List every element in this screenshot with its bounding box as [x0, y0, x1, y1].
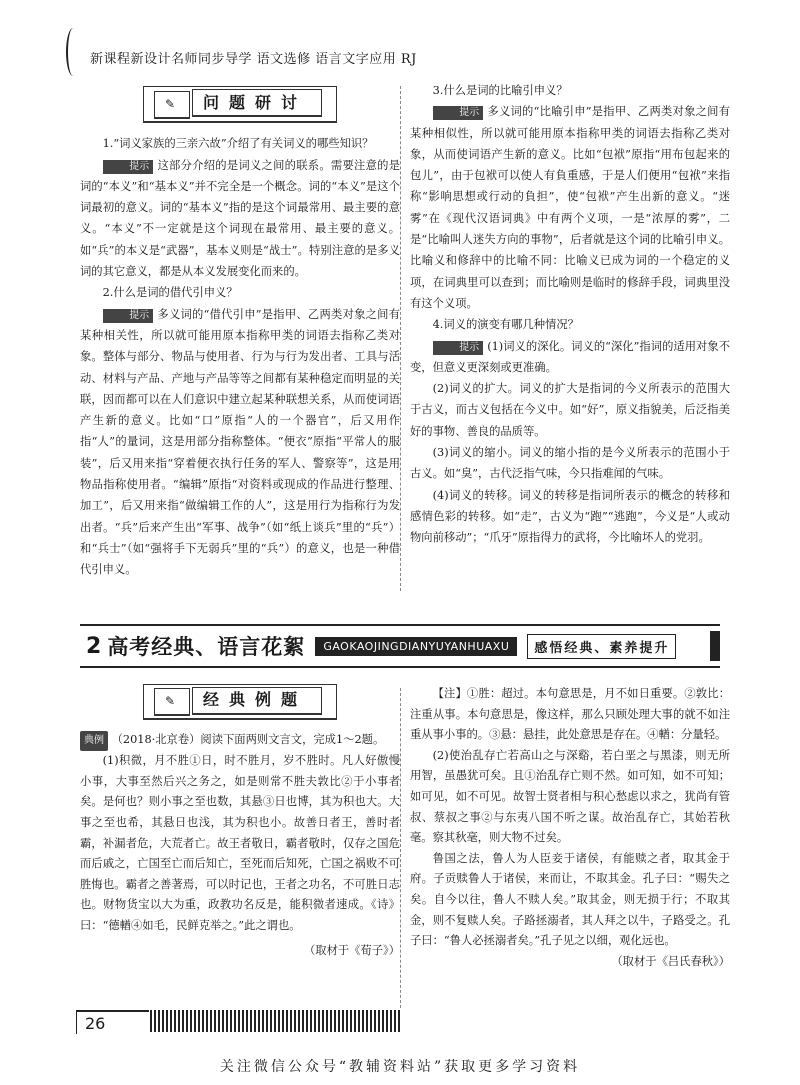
answer-4-2: (2)词义的扩大。词义的扩大是指词的今义所表示的范围大于古义，而古义包括在今义中。如“好”，原义指貌美，后泛指美好的事物、善良的品质等。 [410, 382, 730, 438]
passage-1: (1)积微，月不胜①日，时不胜月，岁不胜时。凡人好傲慢小事，大事至然后兴之务之，如是则常不胜夫敦比②于小事者矣。是何也？则小事之至也数，其悬③日也博，其为积也大。大事之至也希，其悬日也浅，其为积也小。故善日者王，善时者霸，补漏者危，大荒者亡。故王者敬日，霸者敬时，仅存之国危而后戚之，亡国至亡而后知亡，至死而后知死，亡国之祸败不可胜悔也。霸者之善著焉，可以时记也，王者之功名，不可胜日志也。财物货宝以大为重，政教功名反是，能积微者速成。《诗》曰：“德輶④如毛，民鲜克举之。”此之谓也。 [80, 754, 400, 932]
answer-2: 提示 多义词的“借代引申”是指甲、乙两类对象之间有某种相关性，所以就可能用原本指称甲类的词语去指称乙类对象。整体与部分、物品与使用者、行为与行为发出者、工具与活动、材料与产品、产地与产品等等之间都有某种稳定而明显的关联，因而都可以在人们意识中建立起某种联想关系，从而使词语产生新的意义。比如“口”原指“人的一个器官”，后又用作指“人”的量词，这是用部分指称整体。“便衣”原指“平常人的服装”，后又用来指“穿着便衣执行任务的军人、警察等”，这是用物品指称使用者。“编辑”原指“对资料或现成的作品进行整理、加工”，后又用来指“做编辑工作的人”，这是用行为指称行为发出者。“兵”后来产生出“军事、战争”（如“纸上谈兵”里的“兵”）和“兵士”（如“强将手下无弱兵”里的“兵”）的意义，也是一种借代引申义。 [80, 307, 400, 577]
left-column-top [80, 86, 400, 581]
answer-1: 提示 这部分介绍的是词义之间的联系。需要注意的是词的“本义”和“基本义”并不完全是一个概念。词的“本义”是这个词最初的意义。词的“基本义”指的是这个词最常用、最主要的意义。“本义”不一定就是这个词现在最常用、最主要的意义。如“兵”的本义是“武器”，基本义则是“战士”。特别注意的是多义词的其它意义，都是从本义发展变化而来的。 [80, 158, 400, 279]
banner-bar [710, 631, 720, 661]
question-1: 1.“词义家族的三亲六故”介绍了有关词义的哪些知识？ [102, 137, 374, 151]
pen-icon: ✎ [154, 688, 190, 716]
pen-icon: ✎ [154, 91, 190, 119]
banner-number: 2 [86, 633, 102, 659]
section-title-examples: ✎ 经典例题 [80, 684, 400, 720]
question-3: 3.什么是词的比喻引申义？ [432, 84, 568, 97]
answer-3: 提示 多义词的“比喻引申”是指甲、乙两类对象之间有某种相似性，所以就可能用原本指称甲类的词语去指称乙类对象，从而使词语产生新的意义。比如“包袱”原指“用布包起来的包儿”，由于包袱可以使人有負重感，于是人们便用“包袱”来指称“影响思想或行动的負担”，使“包袱”产生出新的意义。“迷雾”在《现代汉语词典》中有两个义项，一是“浓厚的雾”，二是“比喻叫人迷失方向的事物”，后者就是这个词的比喻引申义。比喻义和修辞中的比喻不同：比喻义已成为词的一个稳定的义项，在词典里可以查到；而比喻则是临时的修辞手段，词典里没有这个义项。 [410, 105, 730, 310]
answer-4-4: (4)词义的转移。词义的转移是指词所表示的概念的转移和感情色彩的转移。如“走”，古义为“跑”“逃跑”，今义是“人或动物向前移动”；“爪牙”原指得力的武将，今比喻坏人的党羽。 [410, 488, 730, 545]
tip-badge: 提示 [433, 341, 484, 355]
source-2: （取材于《吕氏春秋》） [611, 954, 730, 968]
page-number-hatch [150, 1010, 400, 1032]
banner-pinyin: GAOKAOJINGDIANYUYANHUAXU [315, 637, 517, 656]
example-badge: 典例 [80, 731, 108, 752]
tip-badge: 提示 [433, 106, 484, 120]
right-column-bottom [410, 684, 730, 972]
column-divider-2 [400, 688, 401, 1008]
notes: 【注】①胜：超过。本句意思是，月不如日重要。②敦比：注重从事。本句意思是，像这样，那么只顾处理大事的就不如注重从事小事的。③悬：悬挂，此处意思是存在。④輶：分量轻。 [410, 687, 730, 742]
tip-badge: 提示 [103, 160, 154, 174]
running-header: 新课程新设计名师同步导学 语文选修 语言文字应用 RJ [90, 52, 417, 67]
answer-4-1: 提示 (1)词义的深化。词义的“深化”指词的适用对象不变，但意义更深刻或更准确。 [410, 339, 730, 374]
right-column-top [410, 80, 730, 549]
column-divider [400, 86, 401, 591]
example-intro: 典例 （2018·北京卷）阅读下面两则文言文，完成1～2题。 [80, 730, 400, 752]
question-4: 4.词义的演变有哪几种情况？ [432, 318, 579, 332]
banner-slogan: 感悟经典、素养提升 [527, 634, 676, 659]
passage-3: 鲁国之法，鲁人为人臣妾于诸侯，有能赎之者，取其金于府。子贡赎鲁人于诸侯，来而让，不取其金。孔子曰：“赐失之矣。自今以往，鲁人不赎人矣。”取其金，则无损于行；不取其金，则不复赎人矣。子路拯溺者，其人拜之以牛，子路受之。孔子曰：“鲁人必拯溺者矣。”孔子见之以细，观化远也。 [410, 851, 730, 948]
section-title-discussion: ✎ 问题研讨 [80, 86, 400, 123]
left-column-bottom [80, 684, 400, 961]
passage-2: (2)使治乱存亡若高山之与深谿，若白垩之与黑漆，则无所用智，虽愚犹可矣。且①治乱存亡则不然。如可知，如不可知；如可见，如不可见。故智士贤者相与积心愁虑以求之，犹尚有管叔、蔡叔之事②与东夷八国不听之谋。故治乱存亡，其始若秋毫。察其秋毫，则大物不过矣。 [410, 748, 730, 845]
section-banner [80, 624, 720, 668]
banner-title: 高考经典、语言花絮 [107, 635, 306, 659]
footer-note: 关注微信公众号“教辅资料站”获取更多学习资料 [219, 1059, 581, 1075]
source-1: （取材于《荀子》） [303, 943, 400, 957]
question-2: 2.什么是词的借代引申义？ [102, 286, 238, 300]
answer-4-3: (3)词义的缩小。词义的缩小指的是今义所表示的范围小于古义。如“臭”，古代泛指气味，今只指难闻的气味。 [410, 446, 730, 481]
header-bracket [66, 28, 80, 76]
page-number: 26 [76, 1010, 149, 1034]
tip-badge: 提示 [103, 309, 154, 323]
